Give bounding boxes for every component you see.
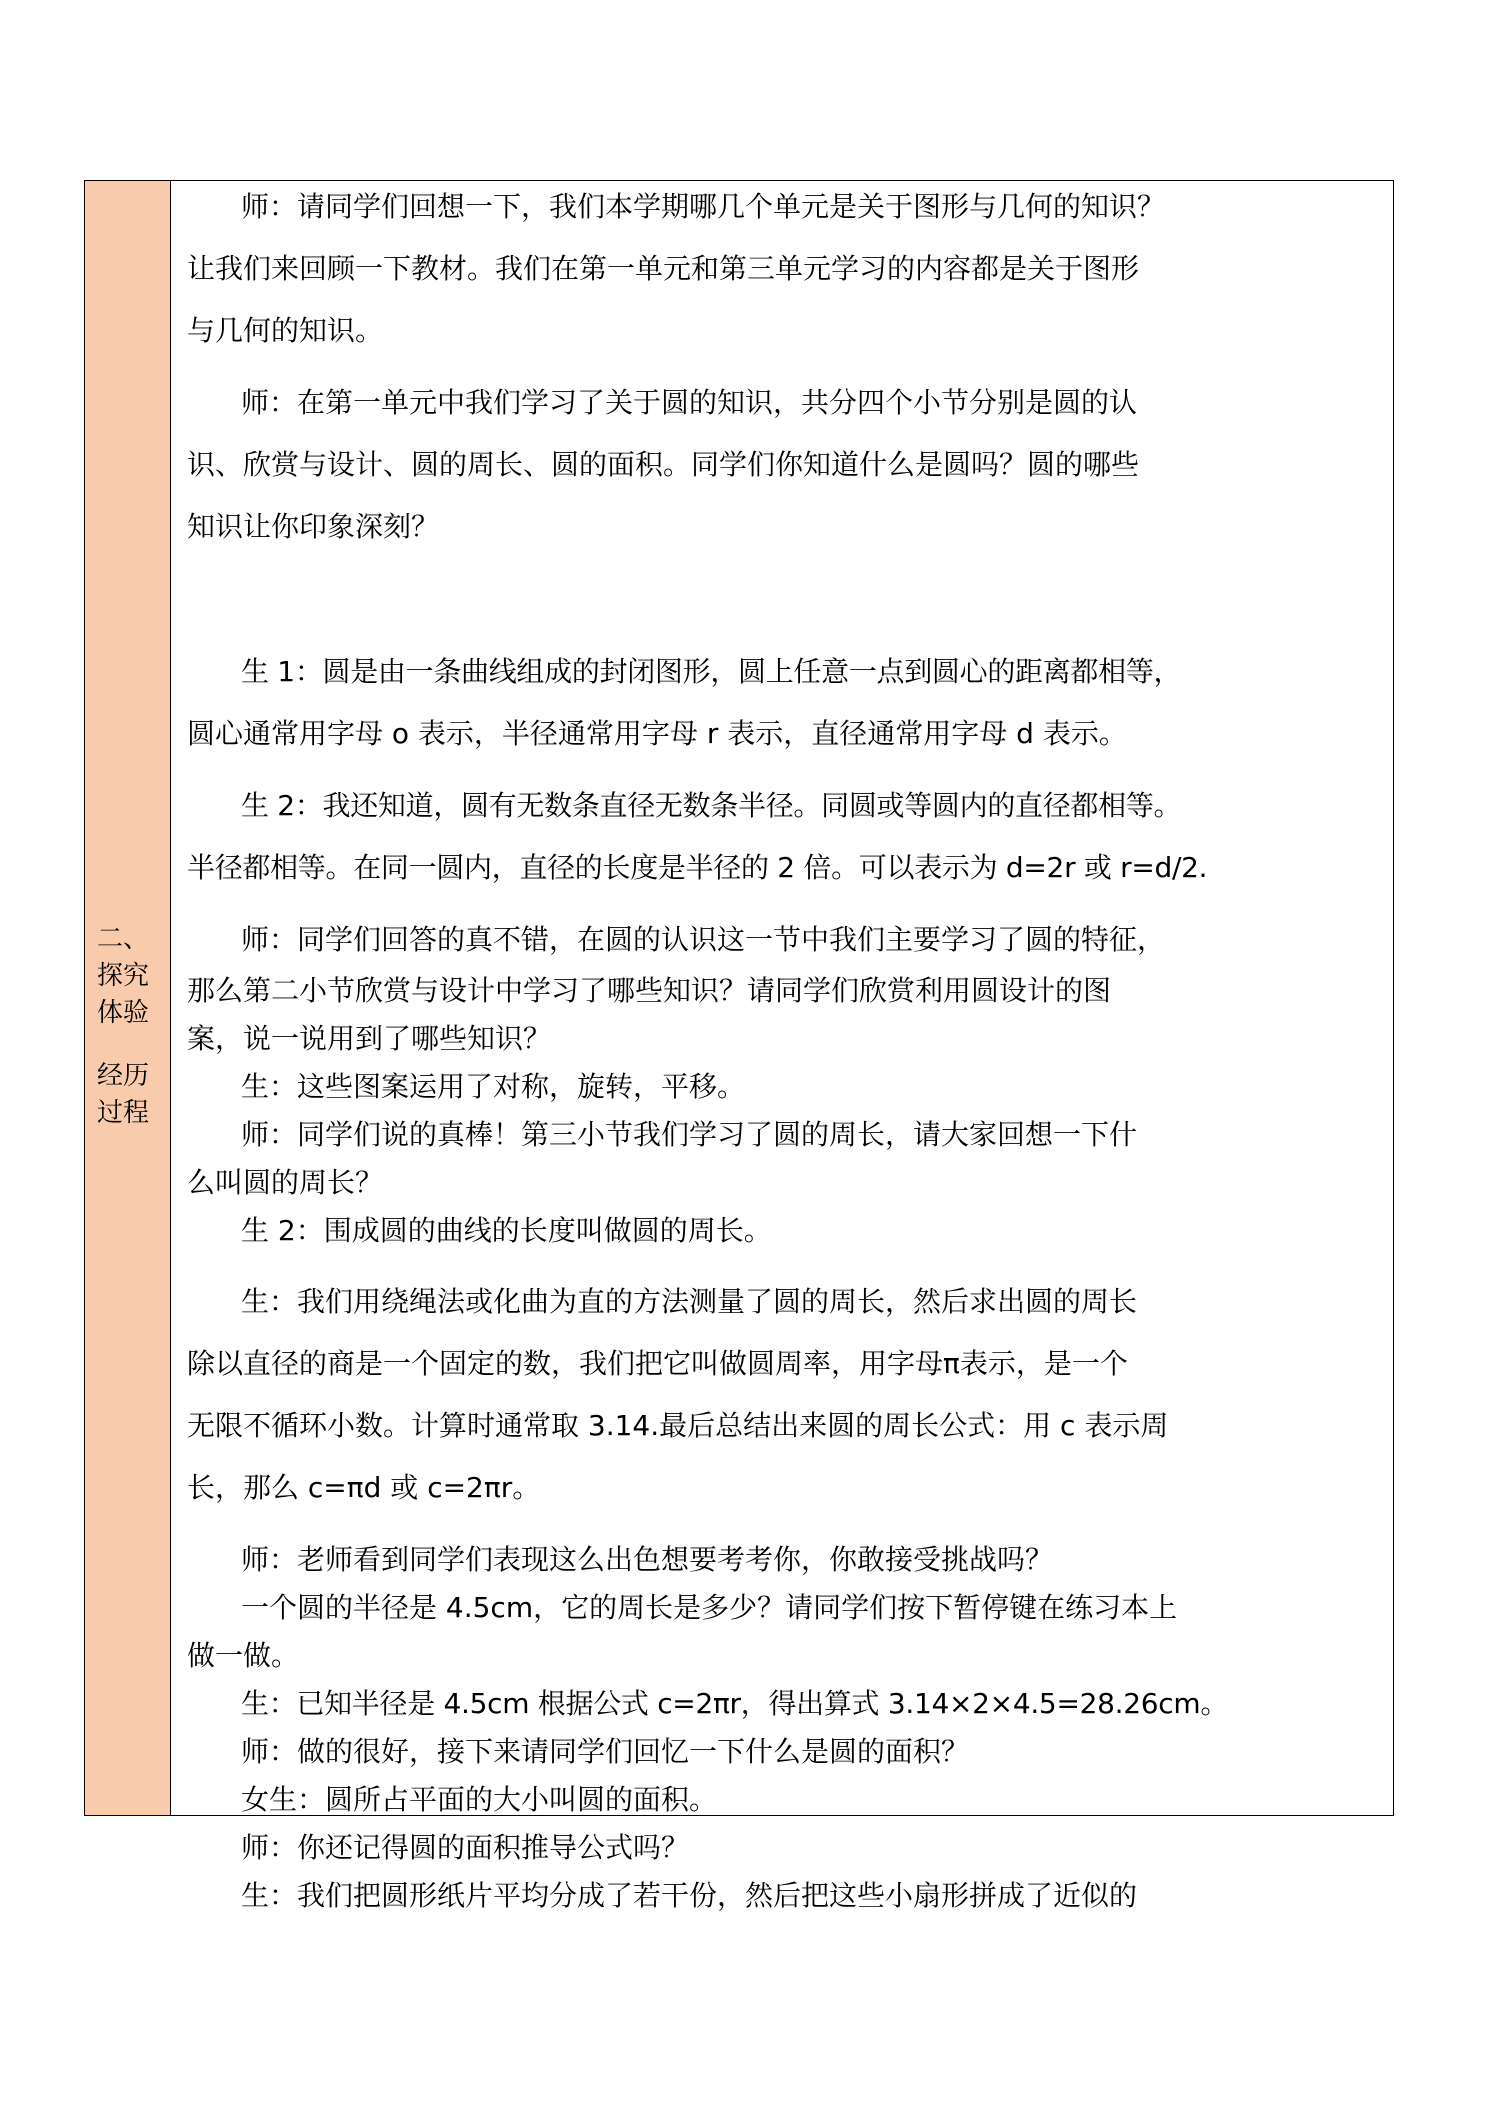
text-line: 识、欣赏与设计、圆的周长、圆的面积。同学们你知道什么是圆吗？圆的哪些 <box>187 448 1140 481</box>
text-line: 生：我们用绕绳法或化曲为直的方法测量了圆的周长，然后求出圆的周长 <box>241 1285 1138 1318</box>
text-line: 一个圆的半径是 4.5cm，它的周长是多少？请同学们按下暂停键在练习本上 <box>241 1591 1178 1624</box>
text-line: 与几何的知识。 <box>187 314 384 347</box>
text-line: 师：做的很好，接下来请同学们回忆一下什么是圆的面积？ <box>241 1735 970 1768</box>
text-line: 案，说一说用到了哪些知识？ <box>187 1022 552 1055</box>
section-label-line: 体验 <box>97 998 150 1028</box>
text-line: 么叫圆的周长？ <box>187 1166 384 1199</box>
text-line: 生 1：圆是由一条曲线组成的封闭图形，圆上任意一点到圆心的距离都相等， <box>241 655 1182 688</box>
text-line: 生：我们把圆形纸片平均分成了若干份，然后把这些小扇形拼成了近似的 <box>241 1879 1138 1912</box>
text-line: 生 2：围成圆的曲线的长度叫做圆的周长。 <box>241 1214 772 1247</box>
text-line: 师：在第一单元中我们学习了关于圆的知识，共分四个小节分别是圆的认 <box>241 386 1138 419</box>
text-line: 生：这些图案运用了对称，旋转，平移。 <box>241 1070 746 1103</box>
text-line: 做一做。 <box>187 1639 300 1672</box>
text-line: 师：你还记得圆的面积推导公式吗？ <box>241 1831 690 1864</box>
section-label-line: 经历 <box>97 1061 150 1091</box>
section-label <box>97 921 161 1132</box>
section-label-line: 过程 <box>97 1098 150 1128</box>
section-label-cell <box>85 181 171 1815</box>
text-line: 那么第二小节欣赏与设计中学习了哪些知识？请同学们欣赏利用圆设计的图 <box>187 974 1112 1007</box>
text-line: 师：请同学们回想一下，我们本学期哪几个单元是关于图形与几何的知识？ <box>241 190 1166 223</box>
text-line: 半径都相等。在同一圆内，直径的长度是半径的 2 倍。可以表示为 d=2r 或 r=d/2. <box>187 851 1208 884</box>
text-line: 生：已知半径是 4.5cm 根据公式 c=2πr，得出算式 3.14×2×4.5=28.26cm。 <box>241 1687 1229 1720</box>
text-line: 让我们来回顾一下教材。我们在第一单元和第三单元学习的内容都是关于图形 <box>187 252 1140 285</box>
text-line: 生 2：我还知道，圆有无数条直径无数条半径。同圆或等圆内的直径都相等。 <box>241 789 1182 822</box>
text-line: 除以直径的商是一个固定的数，我们把它叫做圆周率，用字母π表示，是一个 <box>187 1347 1128 1380</box>
content-cell <box>171 181 1393 1912</box>
section-label-gap <box>97 1032 161 1058</box>
text-line: 圆心通常用字母 o 表示，半径通常用字母 r 表示，直径通常用字母 d 表示。 <box>187 717 1127 750</box>
text-line: 知识让你印象深刻？ <box>187 510 440 543</box>
section-label-line: 探究 <box>97 961 150 991</box>
text-line: 师：同学们说的真棒！第三小节我们学习了圆的周长，请大家回想一下什 <box>241 1118 1138 1151</box>
text-line: 师：老师看到同学们表现这么出色想要考考你，你敢接受挑战吗？ <box>241 1543 1054 1576</box>
section-label-line: 二、 <box>97 924 150 954</box>
text-line: 长，那么 c=πd 或 c=2πr。 <box>187 1471 541 1504</box>
text-line: 女生：圆所占平面的大小叫圆的面积。 <box>241 1783 718 1816</box>
text-line: 无限不循环小数。计算时通常取 3.14.最后总结出来圆的周长公式：用 c 表示周 <box>187 1409 1169 1442</box>
text-line: 师：同学们回答的真不错，在圆的认识这一节中我们主要学习了圆的特征， <box>241 923 1166 956</box>
lesson-table <box>84 180 1394 1912</box>
